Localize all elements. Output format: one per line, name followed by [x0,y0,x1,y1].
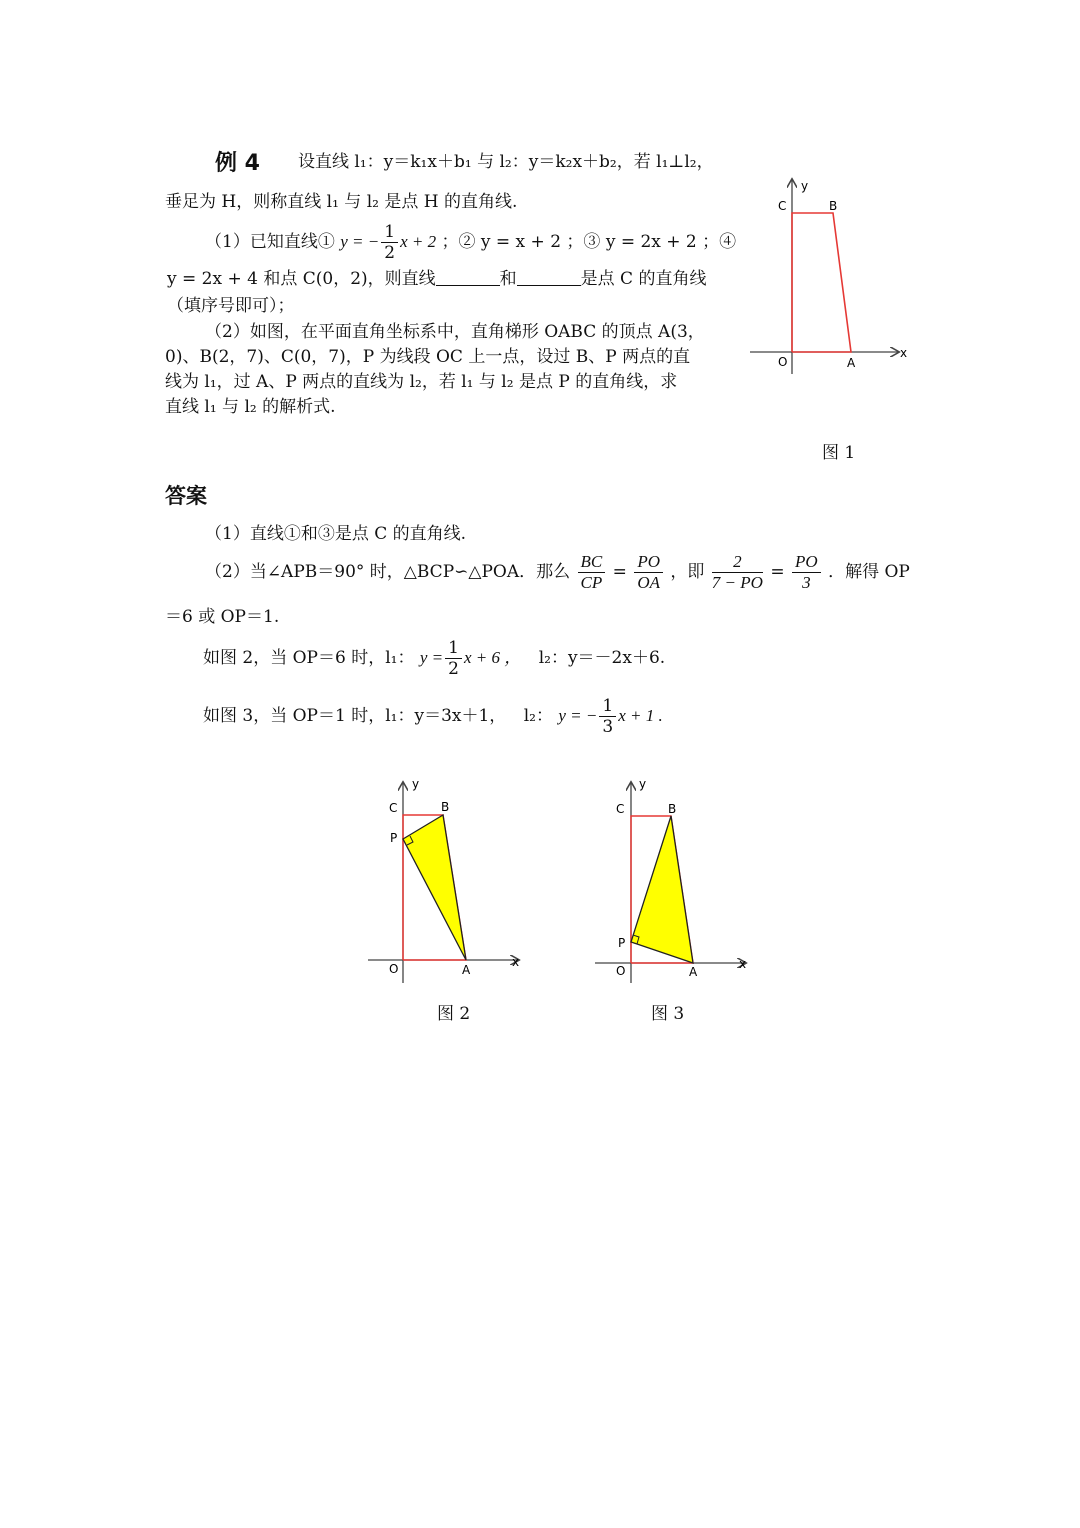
fraction-PO-3-denominator: 3 [802,573,811,592]
case-3-line [203,692,663,740]
y-axis-label: y [412,777,420,791]
figure-2-diagram [360,775,530,985]
fraction-PO-OA-numerator: PO [634,552,663,573]
q1-rest: ；② y = x + 2 ；③ y = 2x + 2 ；④ [441,232,737,252]
y-axis-label: y [639,777,647,791]
point-A-label: A [462,963,471,977]
point-C-label: C [778,199,787,213]
case-3-fraction [599,696,616,737]
triangle-BPA [631,816,693,963]
case-2-eq-prefix: y = [419,648,444,667]
case-3-prefix: 如图 3，当 OP＝1 时，l₁：y＝3x＋1， [203,706,507,726]
x-axis-label: x [900,346,908,360]
fraction-2-7-PO [712,552,763,593]
fraction-2-7-PO-numerator: 2 [712,552,763,573]
point-P-label: P [390,831,398,845]
x-axis-label: x [739,957,747,971]
fraction-PO-3 [792,552,821,593]
answer-blank-2[interactable] [517,267,581,286]
case-3-l2-prefix: l₂： [523,706,553,726]
figure-1-caption: 图 1 [822,443,856,463]
question-2-line-3: 线为 l₁，过 A、P 两点的直线为 l₂，若 l₁ 与 l₂ 是点 P 的直角线，求 [165,372,678,392]
a2-mid: ，即 [670,562,705,582]
question-2-line-2: 0)、B(2，7)、C(0，7)，P 为线段 OC 上一点，设过 B、P 两点的直 [165,347,691,367]
fraction-2-7-PO-denominator: 7 − PO [711,573,763,592]
point-A-label: A [689,965,698,979]
answer-heading: 答案 [165,484,207,508]
question-1-line-2 [167,267,706,291]
point-O-label: O [616,964,626,978]
fraction-PO-OA [634,552,663,593]
case-2-fraction [445,638,462,679]
fraction-BC-CP [578,552,606,593]
triangle-BPA [403,815,466,960]
fraction-PO-OA-denominator: OA [637,573,660,592]
figure-3-diagram [585,775,755,985]
q1-eq1-suffix: x + 2 [400,232,437,251]
q1-eq1-numerator: 1 [381,222,398,243]
fraction-BC-CP-denominator: CP [580,573,603,592]
point-P-label: P [618,936,626,950]
case-2-l2: l₂：y＝－2x＋6. [538,648,666,668]
point-C-label: C [389,801,398,815]
case-2-prefix: 如图 2，当 OP＝6 时，l₁： [203,648,415,668]
equals-sign-2: = [770,562,785,582]
case-2-eq-suffix: x + 6 ， [464,648,522,667]
q1-line2-c: 是点 C 的直角线 [580,269,707,289]
example-line-1: 设直线 l₁：y＝k₁x＋b₁ 与 l₂：y＝k₂x＋b₂，若 l₁⊥l₂， [298,152,714,172]
y-axis-label: y [801,179,809,193]
point-O-label: O [389,962,399,976]
case-3-eq-suffix: x + 1 . [618,706,663,725]
a2-suffix: ．解得 OP [828,562,910,582]
trapezoid-OABC [792,213,851,352]
q1-line2-a: y = 2x + 4 和点 C(0，2)，则直线 [167,269,436,289]
point-O-label: O [778,355,788,369]
point-A-label: A [847,356,856,370]
case-2-numerator: 1 [445,638,462,659]
answer-2-line-1 [205,548,910,596]
case-3-denominator: 3 [602,717,614,737]
question-2-line-1: （2）如图，在平面直角坐标系中，直角梯形 OABC 的顶点 A(3， [205,322,705,342]
figure-3-caption: 图 3 [651,1004,685,1024]
a2-prefix: （2）当∠APB＝90° 时，△BCP∽△POA．那么 [205,562,571,582]
equals-sign-1: = [612,562,627,582]
point-B-label: B [668,802,677,816]
answer-blank-1[interactable] [436,267,500,286]
answer-2-line-2: ＝6 或 OP＝1. [165,607,280,627]
case-3-numerator: 1 [599,696,616,717]
case-2-denominator: 2 [448,659,459,679]
question-1-line-1 [205,218,736,266]
case-3-eq-prefix: y = − [558,706,598,725]
q1-eq1-fraction [381,222,398,263]
fraction-BC-CP-numerator: BC [578,552,606,573]
case-2-line [203,634,665,682]
x-axis-label: x [512,955,520,969]
q1-prefix: （1）已知直线① [205,232,335,252]
point-B-label: B [829,199,838,213]
fraction-PO-3-numerator: PO [792,552,821,573]
figure-1-diagram [740,170,920,380]
answer-1: （1）直线①和③是点 C 的直角线. [205,524,467,544]
question-1-line-3: （填序号即可）； [167,296,295,316]
point-B-label: B [441,800,450,814]
question-2-line-4: 直线 l₁ 与 l₂ 的解析式. [165,397,336,417]
example-line-2: 垂足为 H，则称直线 l₁ 与 l₂ 是点 H 的直角线. [165,192,518,212]
figure-2-caption: 图 2 [437,1004,471,1024]
point-C-label: C [616,802,625,816]
example-label: 例 4 [215,151,260,176]
q1-eq1-denominator: 2 [384,243,396,263]
q1-line2-b: 和 [499,269,517,289]
q1-eq1-prefix: y = − [340,232,380,251]
